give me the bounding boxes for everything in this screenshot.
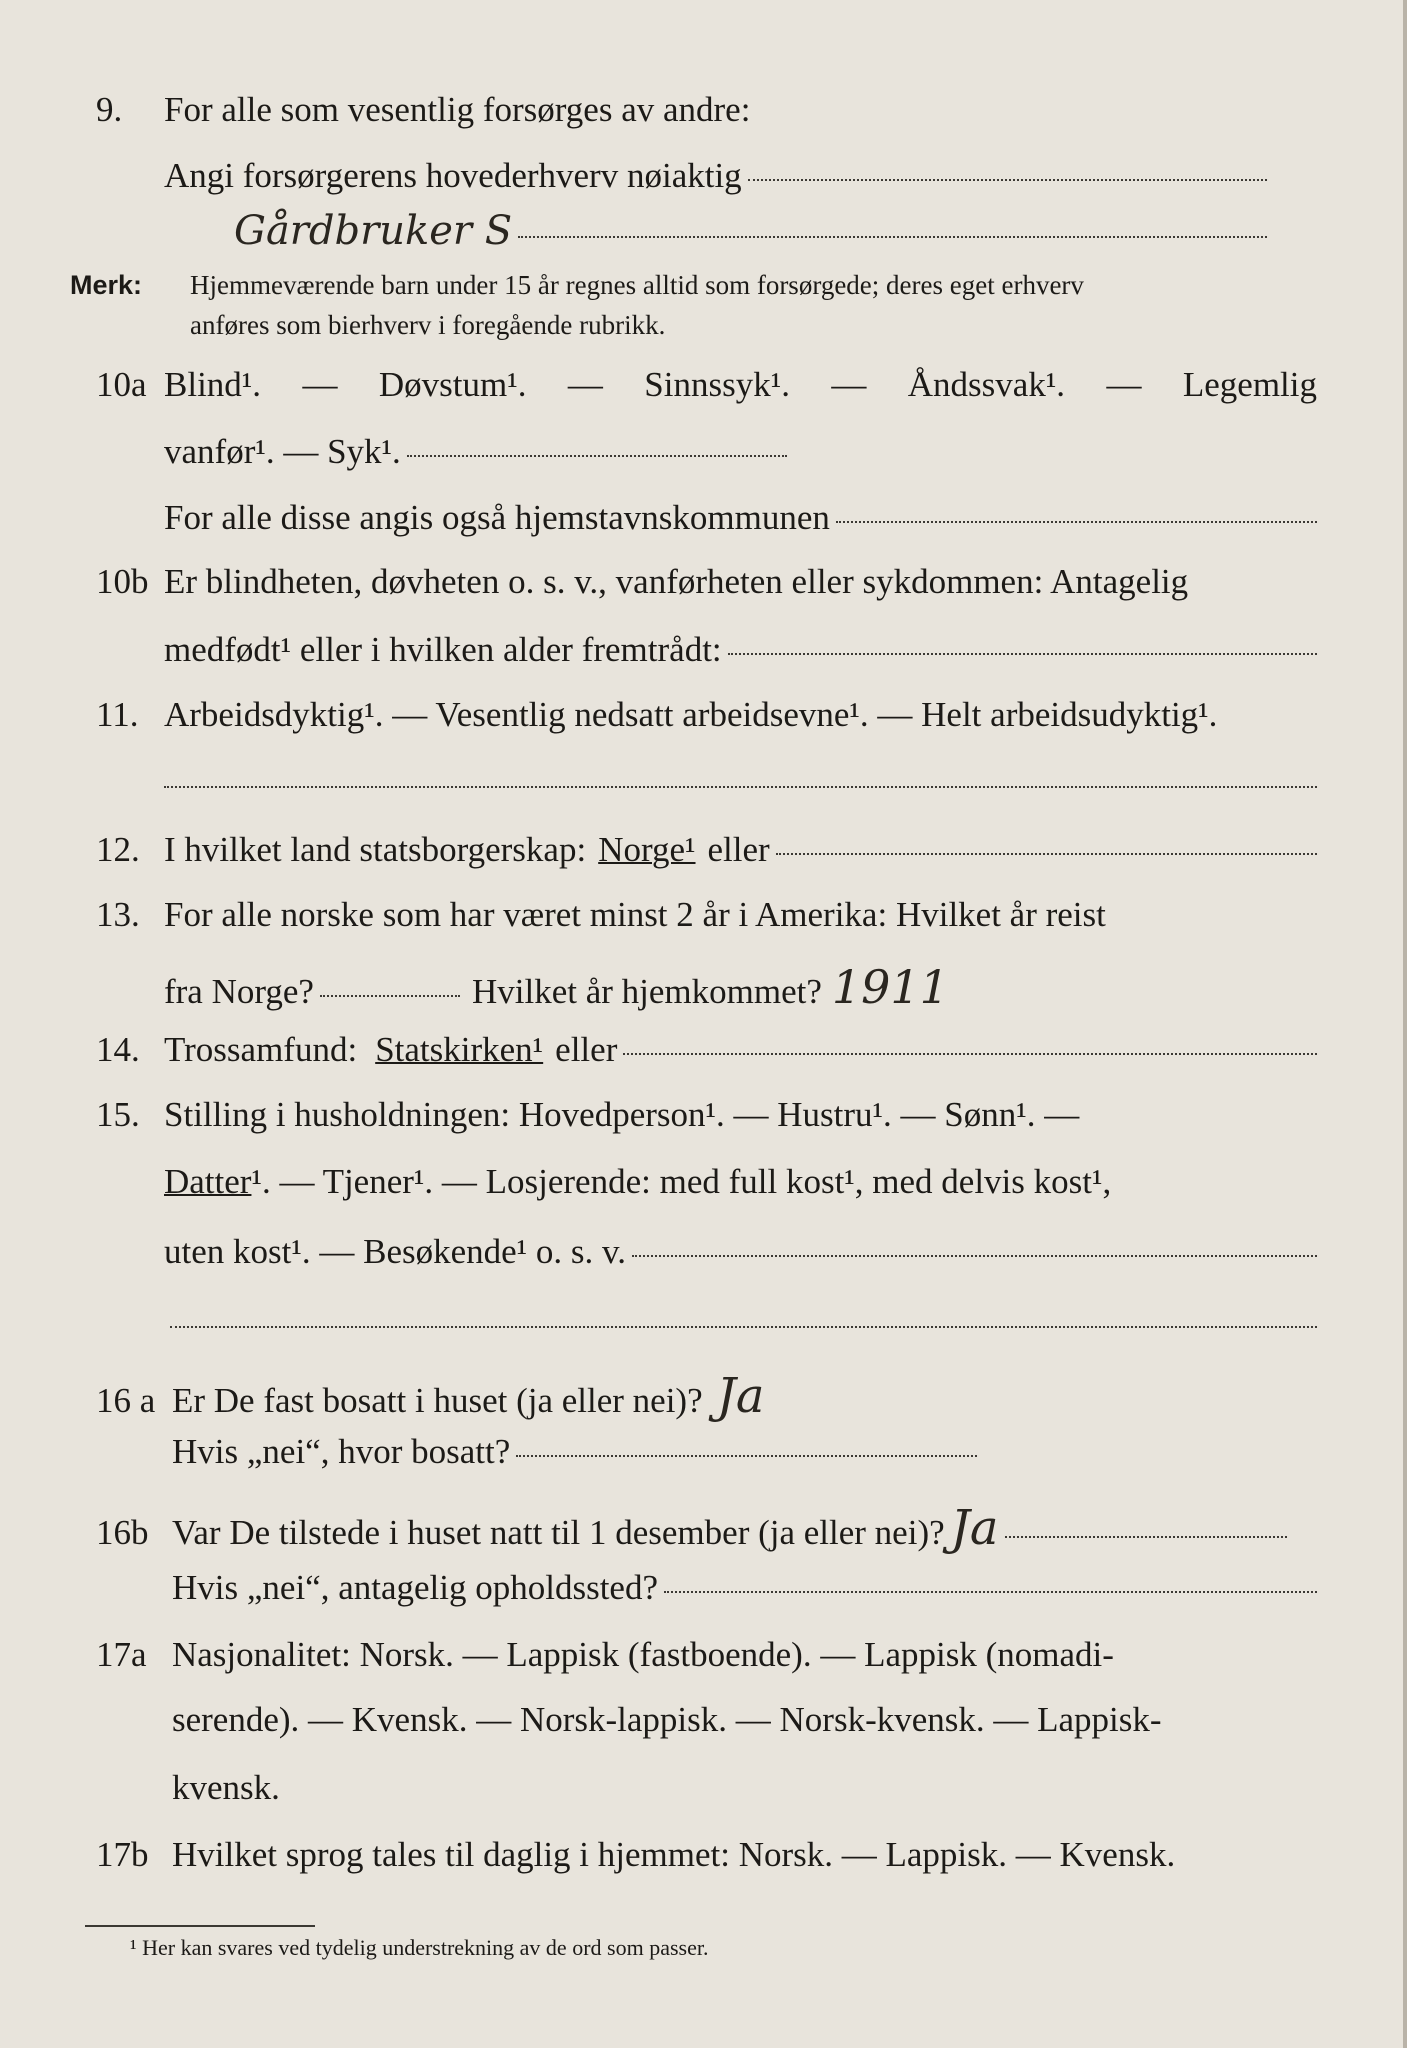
question-text: Hvis „nei“, antagelig opholdssted? — [172, 1568, 658, 1607]
question-16a-line2 — [172, 1432, 977, 1472]
question-text: Hvilket sprog tales til daglig i hjemmet: Norsk. — Lappisk. — Kvensk. — [172, 1835, 1176, 1874]
question-10a — [96, 365, 1317, 405]
question-17a — [96, 1635, 1317, 1675]
separator-dash: — — [831, 365, 867, 404]
question-text: fra Norge? — [164, 972, 314, 1011]
question-text: kvensk. — [172, 1768, 280, 1807]
question-text: uten kost¹. — Besøkende¹ o. s. v. — [164, 1232, 627, 1271]
question-12 — [96, 830, 1317, 870]
question-16a — [96, 1368, 1317, 1424]
handwritten-answer: Gårdbruker S — [234, 208, 513, 254]
question-number: 16b — [96, 1513, 149, 1552]
question-17a-line3 — [172, 1768, 1317, 1808]
question-17a-line2 — [172, 1700, 1317, 1740]
question-text: Er blindheten, døvheten o. s. v., vanførheten eller sykdommen: Antagelig — [164, 562, 1189, 601]
question-number: 9. — [96, 90, 123, 129]
question-text: serende). — Kvensk. — Norsk-lappisk. — Norsk-kvensk. — Lappisk- — [172, 1700, 1162, 1739]
answer-blank-line — [164, 786, 1317, 788]
underlined-answer: Datter — [164, 1162, 252, 1201]
question-13 — [96, 895, 1317, 935]
question-text: I hvilket land statsborgerskap: — [164, 830, 587, 869]
question-text: Hvis „nei“, hvor bosatt? — [172, 1432, 511, 1471]
question-15-line3 — [164, 1232, 1317, 1272]
handwritten-answer: Ja — [716, 1368, 765, 1424]
question-number: 17a — [96, 1635, 147, 1674]
question-number: 12. — [96, 830, 140, 869]
question-10b — [96, 562, 1317, 602]
answer-leader — [623, 1053, 1317, 1055]
handwritten-answer: Ja — [950, 1500, 999, 1556]
footnote-rule — [85, 1925, 315, 1927]
answer-leader — [516, 1455, 977, 1457]
answer-leader — [632, 1255, 1317, 1257]
answer-leader — [836, 521, 1317, 523]
question-16b — [96, 1500, 1287, 1556]
question-text: Er De fast bosatt i huset (ja eller nei)? — [172, 1381, 703, 1420]
answer-blank-line — [170, 1326, 1317, 1328]
question-text: vanfør¹. — Syk¹. — [164, 432, 401, 471]
option-text: Åndssvak¹. — [907, 365, 1066, 404]
answer-leader — [748, 179, 1267, 181]
question-text: Stilling i husholdningen: Hovedperson¹. — Hustru¹. — Sønn¹. — — [164, 1095, 1080, 1134]
question-15 — [96, 1095, 1317, 1135]
note-text: Hjemmeværende barn under 15 år regnes alltid som forsørgede; deres eget erhverv — [190, 270, 1084, 300]
question-text: Var De tilstede i huset natt til 1 desember (ja eller nei)? — [172, 1513, 945, 1552]
question-number: 10a — [96, 365, 147, 404]
option-text: Sinnssyk¹. — [644, 365, 790, 404]
answer-leader — [664, 1591, 1317, 1593]
question-11 — [96, 695, 1317, 735]
question-15-line2 — [164, 1162, 1317, 1202]
question-text: Hvilket år hjemkommet? — [471, 972, 822, 1011]
answer-leader — [518, 236, 1267, 238]
question-17b — [96, 1835, 1317, 1875]
option-text: Legemlig — [1182, 365, 1317, 404]
option-text: Blind¹. — [164, 365, 262, 404]
answer-leader — [320, 995, 460, 997]
page-edge — [1403, 0, 1407, 2048]
question-text: Nasjonalitet: Norsk. — Lappisk (fastboende). — Lappisk (nomadi- — [172, 1635, 1114, 1674]
answer-leader — [407, 455, 787, 457]
question-text: ¹. — Tjener¹. — Losjerende: med full kost¹, med delvis kost¹, — [251, 1162, 1112, 1201]
question-10a-line2 — [164, 432, 787, 472]
footnote-text: Her kan svares ved tydelig understrekning av de ord som passer. — [142, 1935, 709, 1960]
option-text: Døvstum¹. — [378, 365, 527, 404]
separator-dash: — — [567, 365, 603, 404]
question-text: Trossamfund: — [164, 1030, 358, 1069]
answer-leader — [728, 653, 1317, 655]
footnote-mark: ¹ — [130, 1935, 137, 1960]
question-text: eller — [707, 830, 770, 869]
question-text: medfødt¹ eller i hvilken alder fremtrådt: — [164, 630, 722, 669]
answer-leader — [1005, 1536, 1288, 1538]
question-14 — [96, 1030, 1317, 1070]
separator-dash: — — [302, 365, 338, 404]
question-number: 10b — [96, 562, 149, 601]
question-text: Arbeidsdyktig¹. — Vesentlig nedsatt arbeidsevne¹. — Helt arbeidsudyktig¹. — [164, 695, 1218, 734]
note-label: Merk: — [70, 270, 143, 300]
question-options — [164, 365, 1317, 405]
question-number: 17b — [96, 1835, 149, 1874]
question-number: 15. — [96, 1095, 140, 1134]
handwritten-answer: 1911 — [831, 960, 949, 1014]
question-9-answer-line — [164, 208, 1267, 254]
question-13-line2 — [164, 960, 1047, 1014]
question-text: For alle norske som har været minst 2 år i Amerika: Hvilket år reist — [164, 895, 1106, 934]
answer-leader — [776, 853, 1317, 855]
question-text: For alle disse angis også hjemstavnskommunen — [164, 498, 830, 537]
question-number: 13. — [96, 895, 140, 934]
footnote — [130, 1935, 708, 1961]
question-16b-line2 — [172, 1568, 1317, 1608]
separator-dash: — — [1106, 365, 1142, 404]
question-text: eller — [555, 1030, 618, 1069]
question-number: 16 a — [96, 1381, 156, 1420]
question-10a-line3 — [164, 498, 1317, 538]
note-text: anføres som bierhverv i foregående rubrikk. — [190, 310, 666, 340]
question-number: 11. — [96, 695, 139, 734]
question-text: Angi forsørgerens hovederhverv nøiaktig — [164, 156, 742, 195]
question-10b-line2 — [164, 630, 1317, 670]
question-9-line2 — [164, 156, 1267, 196]
note — [70, 265, 1317, 345]
question-number: 14. — [96, 1030, 140, 1069]
question-text: For alle som vesentlig forsørges av andre: — [164, 90, 751, 129]
question-9 — [96, 90, 1317, 130]
underlined-answer: Norge¹ — [598, 830, 696, 869]
underlined-answer: Statskirken¹ — [375, 1030, 544, 1069]
